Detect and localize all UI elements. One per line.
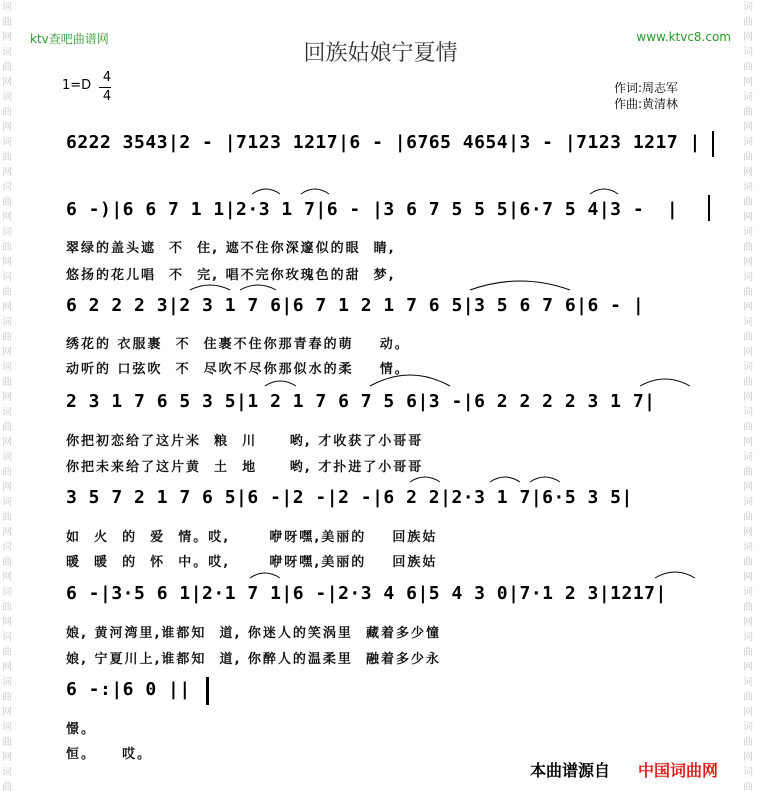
site-url-right[interactable]: www.ktvc8.com (636, 30, 731, 44)
slur-mark (250, 573, 280, 578)
lyric-verse2-line-4: 你把未来给了这片黄 土 地 哟, 才扑进了小哥哥 (66, 460, 424, 475)
staff-line-6: 6 -|3·5 6 1|2·1 7 1|6 -|2·3 4 6|5 4 3 0|7·1 2 3|1217| (66, 583, 667, 604)
source-brand-link[interactable]: 中国词曲网 (638, 761, 719, 780)
staff-line-1: 6222 3543|2 - |7123 1217|6 - |6765 4654|3 - |7123 1217 | (66, 132, 701, 153)
lyric-verse2-line-3: 动听的 口弦吹 不 尽吹不尽你那似水的柔 情。 (66, 362, 410, 377)
lyric-verse1-line-5: 如 火 的 爱 情。哎, 咿呀嘿,美丽的 回族姑 (66, 530, 438, 545)
lyric-verse2-line-7: 恒。 哎。 (66, 747, 153, 762)
slur-mark (252, 189, 280, 194)
lyric-verse1-line-2: 翠绿的盖头遮 不 住, 遮不住你深邃似的眼 睛, (66, 241, 396, 256)
key-signature: 1=D (62, 78, 92, 93)
system-end-bar (708, 195, 710, 221)
slur-mark (655, 572, 695, 578)
slur-mark (530, 477, 560, 482)
lyric-verse2-line-5: 暖 暖 的 怀 中。哎, 咿呀嘿,美丽的 回族姑 (66, 555, 438, 570)
watermark-left: 词 曲 网 词 曲 网 词 曲 网 词 曲 网 词 曲 网 词 曲 网 词 曲 网 词 曲 网 词 曲 网 词 曲 网 词 曲 网 词 曲 网 词 曲 网 词 曲 网 词 曲 网 词 曲 网 词 曲 网 词 曲 (2, 2, 12, 793)
song-title: 回族姑娘宁夏情 (303, 41, 458, 66)
staff-line-4: 2 3 1 7 6 5 3 5|1 2 1 7 6 7 5 6|3 -|6 2 2 2 2 3 1 7| (66, 391, 656, 412)
time-signature-denominator: 4 (102, 89, 112, 104)
slur-mark (410, 477, 440, 482)
lyric-verse1-line-4: 你把初恋给了这片米 粮 川 哟, 才收获了小哥哥 (66, 434, 424, 449)
system-end-bar (712, 131, 714, 157)
staff-line-5: 3 5 7 2 1 7 6 5|6 -|2 -|2 -|6 2 2|2·3 1 7|6·5 3 5| (66, 487, 633, 508)
site-name-left[interactable]: ktv查吧曲谱网 (30, 32, 109, 46)
slur-mark (590, 189, 618, 194)
slur-mark (470, 281, 570, 290)
slur-mark (265, 381, 296, 386)
staff-line-2: 6 -)|6 6 7 1 1|2·3 1 7|6 - |3 6 7 5 5 5|6·7 5 4|3 - | (66, 199, 679, 220)
slur-mark (640, 379, 690, 386)
slur-mark (370, 375, 450, 386)
source-label: 本曲谱源自 (530, 761, 611, 780)
staff-line-7: 6 -:|6 0 || (66, 679, 191, 700)
watermark-right: 词 曲 网 词 曲 网 词 曲 网 词 曲 网 词 曲 网 词 曲 网 词 曲 网 词 曲 网 词 曲 网 词 曲 网 词 曲 网 词 曲 网 词 曲 网 词 曲 网 词 曲 网 词 曲 网 词 曲 网 词 曲 (743, 2, 753, 793)
lyric-verse1-line-6: 娘, 黄河湾里,谁都知 道, 你迷人的笑涡里 藏着多少憧 (66, 626, 441, 641)
lyricist: 作词:周志军 (614, 81, 679, 95)
lyric-verse2-line-6: 娘, 宁夏川上,谁都知 道, 你醉人的温柔里 融着多少永 (66, 652, 441, 667)
lyric-verse1-line-3: 绣花的 衣服裹 不 住裹不住你那青春的萌 动。 (66, 337, 410, 352)
time-signature-numerator: 4 (102, 70, 112, 85)
lyric-verse2-line-2: 悠扬的花儿唱 不 完, 唱不完你玫瑰色的甜 梦, (66, 268, 396, 283)
slur-mark (301, 189, 329, 194)
slur-mark (190, 285, 230, 290)
composer: 作曲:黄清林 (614, 97, 679, 111)
staff-line-3: 6 2 2 2 3|2 3 1 7 6|6 7 1 2 1 7 6 5|3 5 6 7 6|6 - | (66, 295, 645, 316)
slur-mark (490, 477, 520, 482)
slur-mark (240, 285, 276, 290)
final-bar (206, 677, 209, 705)
lyric-verse1-line-7: 憬。 (66, 722, 97, 737)
